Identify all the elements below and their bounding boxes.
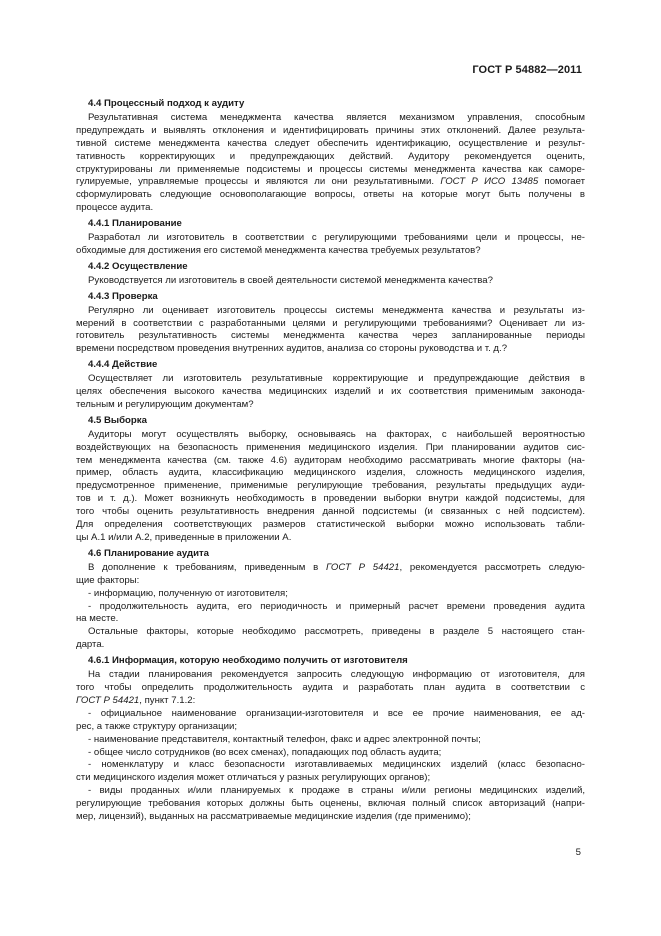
text-line: ГОСТ Р 54421, пункт 7.1.2: — [76, 694, 196, 706]
text-line: Аудиторы могут осуществлять выборку, основываясь на факторах, с наибольшей вероятностью — [88, 428, 585, 440]
section-heading — [76, 261, 585, 274]
text-line: предусмотренное применение, применимые регулирующие требования, результаты предыдущих ауди- — [76, 480, 585, 492]
paragraph — [76, 232, 585, 258]
text-line: предупреждать и выявлять отклонения и идентифицировать причины этих отклонений. Далее результа- — [76, 124, 585, 136]
standard-reference: ГОСТ Р ИСО 13485 — [440, 176, 539, 188]
text-line: - общее число сотрудников (во всех сменах), попадающих под область аудита; — [88, 746, 442, 758]
document-body — [76, 98, 585, 824]
text-line: готовитель результативность системы менеджмента качества через запланированные периоды — [76, 330, 585, 342]
text-line: воздействующих на безопасность применения медицинского изделия. При планировании аудитов сис- — [76, 441, 585, 453]
text-line: сти медицинского изделия может отличаться у разных регулирующих органов); — [76, 772, 431, 784]
text-line: пример, область аудита, классификацию медицинского изделия, сложность медицинского изделия, — [76, 467, 585, 479]
text-line: целях обеспечения высокого качества медицинских изделий и их соответствия применимым законода- — [76, 386, 585, 398]
text-line: - номенклатуру и класс безопасности изготавливаемых медицинских изделий (класс безопасно- — [88, 759, 585, 771]
paragraph — [76, 373, 585, 412]
text-line: цы А.1 и/или А.2, приведенные в приложении А. — [76, 532, 292, 543]
list-item — [76, 588, 585, 601]
paragraph — [76, 669, 585, 708]
heading-text: 4.6.1 Информация, которую необходимо получить от изготовителя — [88, 655, 408, 667]
text-line: Разработал ли изготовитель в соответствии с регулирующими требованиями цели и процессы, не- — [88, 232, 585, 244]
section-heading — [76, 218, 585, 231]
text-line: времени посредством проведения внутренних аудитов, анализа со стороны руководства и т. д.? — [76, 343, 508, 355]
section-heading — [76, 415, 585, 428]
text-line: на месте. — [76, 613, 119, 625]
text-line: - продолжительность аудита, его периодичность и примерный расчет времени проведения аудита — [88, 600, 585, 612]
text-line: того чтобы оценить результативность внедрения данной подсистемы (и связанных с ней подсистем). — [76, 506, 585, 518]
section-heading — [76, 548, 585, 561]
paragraph — [76, 429, 585, 545]
standard-reference: ГОСТ Р 54421 — [326, 561, 400, 573]
text-line: щие факторы: — [76, 574, 140, 586]
page-number: 5 — [575, 847, 581, 858]
section-heading — [76, 359, 585, 372]
section-heading — [76, 655, 585, 668]
heading-text: 4.4.4 Действие — [88, 359, 158, 371]
text-line: Руководствуется ли изготовитель в своей деятельности системой менеджмента качества? — [88, 274, 493, 286]
standard-reference: ГОСТ Р 54421 — [76, 694, 140, 706]
section-heading — [76, 291, 585, 304]
list-item — [76, 734, 585, 747]
text-line: мерений в соответствии с разработанными целями и регулирующими требованиями? Оценивает ли из- — [76, 317, 585, 329]
text-line: тивной системе менеджмента качества следует обеспечить идентификацию, осуществление и результ- — [76, 137, 585, 149]
text-line: Результативная система менеджмента качества является механизмом управления, способным — [88, 111, 585, 123]
paragraph — [76, 305, 585, 357]
text-line: рес, а также структуру организации; — [76, 720, 238, 732]
text-line: На стадии планирования рекомендуется запросить следующую информацию от изготовителя, для — [88, 669, 585, 681]
text-line: тов и т. д.). Может возникнуть необходимость в проведении выборки внутри каждой подсистемы, для — [76, 493, 585, 505]
text-line: - информацию, полученную от изготовителя; — [88, 587, 288, 599]
list-item — [76, 747, 585, 760]
paragraph — [76, 562, 585, 588]
text-line: процессе аудита. — [76, 202, 154, 214]
paragraph — [76, 275, 585, 288]
heading-text: 4.5 Выборка — [88, 414, 147, 426]
text-line: дарта. — [76, 639, 105, 651]
text-line: гулируемые, управляемые процессы и являются ли они результативными. ГОСТ Р ИСО 13485 помогает — [76, 176, 585, 188]
heading-text: 4.4.2 Осуществление — [88, 260, 188, 272]
text-line: регулирующие требования которых должны быть оценены, включая полный список авторизаций (напри- — [76, 798, 585, 810]
list-item — [76, 708, 585, 734]
text-line: обходимые для достижения его системой менеджмента качества требуемых результатов? — [76, 244, 481, 256]
heading-text: 4.4.1 Планирование — [88, 218, 182, 230]
text-line: - наименование представителя, контактный телефон, факс и адрес электронной почты; — [88, 733, 481, 745]
text-line: - официальное наименование организации-изготовителя и все ее прочие наименования, ее ад- — [88, 707, 585, 719]
list-item — [76, 601, 585, 627]
list-item — [76, 785, 585, 824]
text-line: - виды проданных и/или планируемых к продаже в страны и/или регионы медицинских изделий, — [88, 785, 585, 797]
text-line: сформулировать следующие основополагающие вопросы, ответы на которые могут быть получены в — [76, 189, 585, 201]
text-line: структурированы ли применяемые подсистемы и процессы системы менеджмента качества как саморе- — [76, 163, 585, 175]
text-line: того чтобы определить продолжительность аудита и разработать план аудита в соответствии с — [76, 681, 585, 693]
text-line: тельным и регулирующим документам? — [76, 398, 254, 410]
text-line: В дополнение к требованиям, приведенным в ГОСТ Р 54421, рекомендуется рассмотреть следую- — [88, 561, 585, 573]
heading-text: 4.4 Процессный подход к аудиту — [88, 98, 245, 109]
text-line: Регулярно ли оценивает изготовитель процессы системы менеджмента качества и результаты из- — [88, 304, 585, 316]
section-heading — [76, 98, 585, 111]
paragraph — [76, 626, 585, 652]
heading-text: 4.4.3 Проверка — [88, 290, 158, 302]
text-line: мер, лицензий), выданных на рассматриваемые медицинские изделия (где применимо); — [76, 811, 471, 823]
text-line: Осуществляет ли изготовитель результативные корректирующие и предупреждающие действия в — [88, 373, 585, 385]
text-line: тативность корректирующих и предупреждающих действий. Аудитору рекомендуется оценить, — [76, 150, 585, 162]
list-item — [76, 759, 585, 785]
text-line: Для определения соответствующих размеров статистической выборки можно использовать табли- — [76, 519, 585, 531]
text-line: тем менеджмента качества (см. также 4.6) аудиторам необходимо рассматривать многие факторы (на- — [76, 454, 585, 466]
paragraph — [76, 112, 585, 215]
document-id-header: ГОСТ Р 54882—2011 — [472, 64, 582, 76]
text-line: Остальные факторы, которые необходимо рассмотреть, приведены в разделе 5 настоящего стан- — [88, 626, 585, 638]
heading-text: 4.6 Планирование аудита — [88, 547, 209, 559]
